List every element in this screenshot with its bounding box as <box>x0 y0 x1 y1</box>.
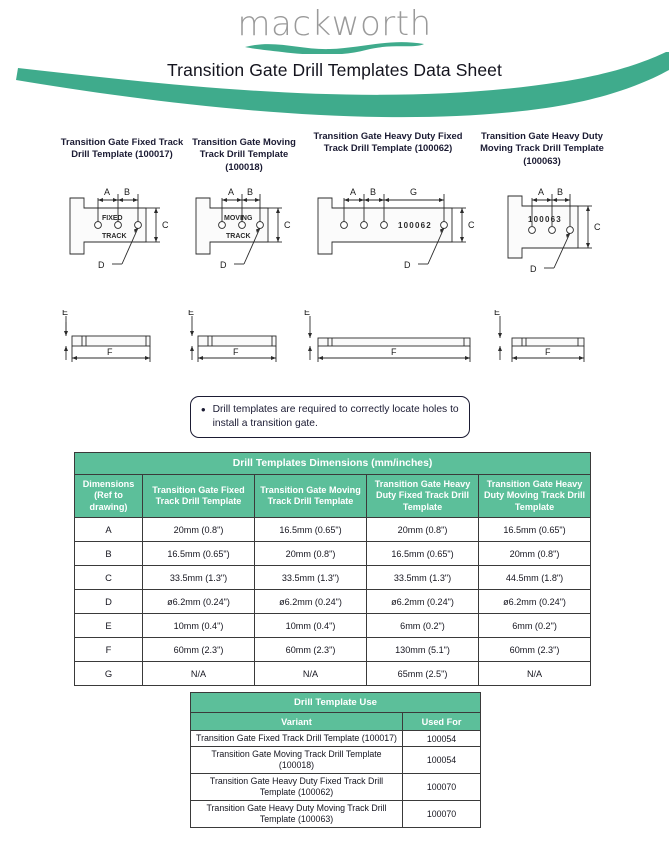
dimension-value: N/A <box>479 662 591 686</box>
dimension-label: B <box>75 542 143 566</box>
plan-engraving-line1: FIXED <box>102 215 123 222</box>
dimension-value: 44.5mm (1.8") <box>479 566 591 590</box>
dimension-value: 6mm (0.2") <box>367 614 479 638</box>
plan-dim-label-g: G <box>410 187 418 197</box>
table-row <box>191 774 481 801</box>
dimension-value: 20mm (0.8") <box>479 542 591 566</box>
col-header-variant: Variant <box>191 713 403 731</box>
dimension-value: 10mm (0.4") <box>255 614 367 638</box>
dimension-value: 130mm (5.1") <box>367 638 479 662</box>
dimension-value: N/A <box>255 662 367 686</box>
table-row <box>75 662 591 686</box>
dimensions-table-title-row <box>75 453 591 475</box>
dimension-value: ø6.2mm (0.24") <box>255 590 367 614</box>
drawing-caption-moving-track: Transition Gate Moving Track Drill Template (100018) <box>192 136 296 172</box>
plan-dim-label-c: C <box>162 220 169 230</box>
plan-engraving-line1: 100062 <box>398 221 432 230</box>
side-dim-label-e: E <box>188 310 195 317</box>
dimension-value: N/A <box>143 662 255 686</box>
dimension-label: G <box>75 662 143 686</box>
use-table-title-row <box>191 693 481 713</box>
dimension-value: 60mm (2.3") <box>479 638 591 662</box>
plan-leader-label-d: D <box>98 260 105 270</box>
page-title: Transition Gate Drill Templates Data Sheet <box>167 60 502 80</box>
plan-dim-label-b: B <box>124 187 131 197</box>
dimension-value: 20mm (0.8") <box>143 518 255 542</box>
drawing-caption-hd-moving-track: Transition Gate Heavy Duty Moving Track Drill Template (100063) <box>480 130 604 166</box>
logo-wordmark: mackworth <box>237 4 432 44</box>
dimension-value: 65mm (2.5") <box>367 662 479 686</box>
side-dim-label-e: E <box>304 310 311 317</box>
dimension-value: 33.5mm (1.3") <box>255 566 367 590</box>
plan-dim-label-b: B <box>370 187 377 197</box>
plan-dim-label-b: B <box>557 187 564 197</box>
plan-dim-label-a: A <box>104 187 111 197</box>
dimension-label: F <box>75 638 143 662</box>
technical-drawings <box>0 118 669 388</box>
table-row <box>75 566 591 590</box>
table-row <box>75 638 591 662</box>
plan-leader-label-d: D <box>530 264 537 274</box>
dimension-value: 16.5mm (0.65") <box>479 518 591 542</box>
dimension-value: 20mm (0.8") <box>367 518 479 542</box>
used-for-value: 100054 <box>403 747 481 774</box>
dimension-value: 33.5mm (1.3") <box>143 566 255 590</box>
dimension-value: 6mm (0.2") <box>479 614 591 638</box>
dimension-value: 20mm (0.8") <box>255 542 367 566</box>
variant-name: Transition Gate Moving Track Drill Template (100018) <box>191 747 403 774</box>
plan-drawing-4 <box>508 187 601 274</box>
col-header-hd-moving-track: Transition Gate Heavy Duty Moving Track Drill Template <box>479 475 591 518</box>
drill-template-use-table <box>190 692 481 828</box>
plan-dim-label-a: A <box>538 187 545 197</box>
side-dim-label-f: F <box>107 347 113 357</box>
plan-dim-label-c: C <box>594 222 601 232</box>
drawing-caption-fixed-track: Transition Gate Fixed Track Drill Template (100017) <box>60 136 184 160</box>
plan-engraving-line1: 100063 <box>528 215 562 224</box>
side-dim-label-f: F <box>233 347 239 357</box>
table-row <box>75 518 591 542</box>
used-for-value: 100070 <box>403 801 481 828</box>
note-callout-box <box>190 396 470 438</box>
plan-dim-label-c: C <box>468 220 475 230</box>
plan-engraving-line2: TRACK <box>226 233 251 240</box>
table-row <box>191 747 481 774</box>
side-dim-label-e: E <box>494 310 501 317</box>
col-header-fixed-track: Transition Gate Fixed Track Drill Template <box>143 475 255 518</box>
plan-engraving-line2: TRACK <box>102 233 127 240</box>
dimension-value: 60mm (2.3") <box>255 638 367 662</box>
plan-dim-label-a: A <box>350 187 357 197</box>
dimension-label: C <box>75 566 143 590</box>
plan-dim-label-c: C <box>284 220 291 230</box>
side-drawing-1 <box>62 310 150 362</box>
dimension-value: 16.5mm (0.65") <box>255 518 367 542</box>
table-row <box>75 590 591 614</box>
table-row <box>75 542 591 566</box>
note-text: Drill templates are required to correctly locate holes to install a transition gate. <box>212 404 459 430</box>
side-dim-label-e: E <box>62 310 69 317</box>
dimension-label: E <box>75 614 143 638</box>
bullet-icon: • <box>201 402 206 417</box>
plan-leader-label-d: D <box>404 260 411 270</box>
side-drawing-2 <box>188 310 276 362</box>
used-for-value: 100054 <box>403 731 481 747</box>
dimensions-table-title: Drill Templates Dimensions (mm/inches) <box>75 453 591 475</box>
plan-drawing-1 <box>70 187 169 270</box>
dimension-label: A <box>75 518 143 542</box>
side-dim-label-f: F <box>545 347 551 357</box>
dimension-value: 16.5mm (0.65") <box>143 542 255 566</box>
plan-leader-label-d: D <box>220 260 227 270</box>
title-banner <box>0 52 669 118</box>
plan-dim-label-a: A <box>228 187 235 197</box>
variant-name: Transition Gate Heavy Duty Moving Track Drill Template (100063) <box>191 801 403 828</box>
plan-view-drawings <box>0 180 669 308</box>
dimension-value: ø6.2mm (0.24") <box>143 590 255 614</box>
side-dim-label-f: F <box>391 347 397 357</box>
col-header-dimensions: Dimensions (Ref to drawing) <box>75 475 143 518</box>
variant-name: Transition Gate Fixed Track Drill Template (100017) <box>191 731 403 747</box>
side-drawing-3 <box>304 310 470 362</box>
dimension-label: D <box>75 590 143 614</box>
plan-dim-label-b: B <box>247 187 254 197</box>
dimensions-table-header-row <box>75 475 591 518</box>
use-table-title: Drill Template Use <box>191 693 481 713</box>
used-for-value: 100070 <box>403 774 481 801</box>
side-view-drawings <box>0 310 669 388</box>
table-row <box>75 614 591 638</box>
col-header-moving-track: Transition Gate Moving Track Drill Template <box>255 475 367 518</box>
table-row <box>191 801 481 828</box>
use-table-header-row <box>191 713 481 731</box>
dimension-value: 33.5mm (1.3") <box>367 566 479 590</box>
page-header <box>0 0 669 118</box>
side-drawing-4 <box>494 310 584 362</box>
drawing-caption-hd-fixed-track: Transition Gate Heavy Duty Fixed Track Drill Template (100062) <box>313 130 463 154</box>
drill-templates-dimensions-table <box>74 452 591 686</box>
dimension-value: 60mm (2.3") <box>143 638 255 662</box>
col-header-hd-fixed-track: Transition Gate Heavy Duty Fixed Track Drill Template <box>367 475 479 518</box>
plan-drawing-3 <box>318 187 475 270</box>
table-row <box>191 731 481 747</box>
dimension-value: ø6.2mm (0.24") <box>367 590 479 614</box>
variant-name: Transition Gate Heavy Duty Fixed Track Drill Template (100062) <box>191 774 403 801</box>
dimension-value: 16.5mm (0.65") <box>367 542 479 566</box>
col-header-used-for: Used For <box>403 713 481 731</box>
plan-engraving-line1: MOVING <box>224 215 253 222</box>
dimension-value: ø6.2mm (0.24") <box>479 590 591 614</box>
dimension-value: 10mm (0.4") <box>143 614 255 638</box>
plan-drawing-2 <box>196 187 291 270</box>
